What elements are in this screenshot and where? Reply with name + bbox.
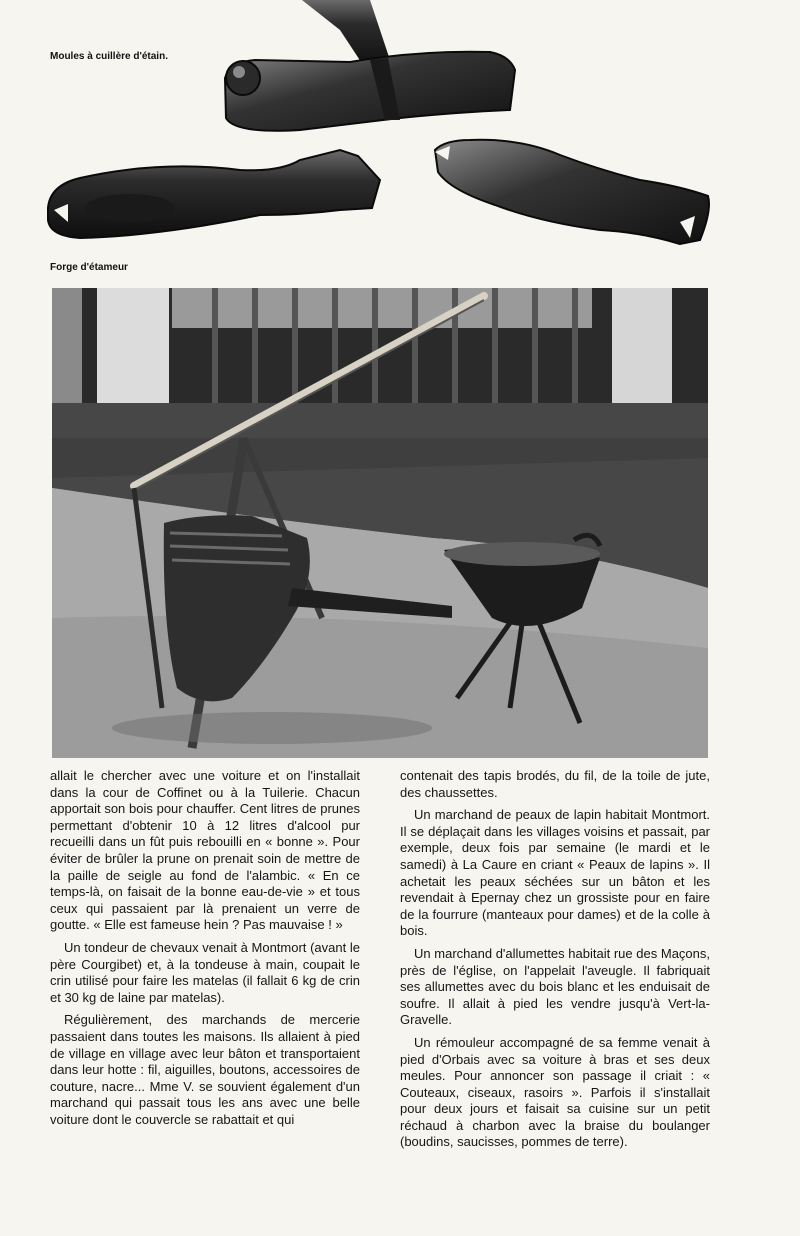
tinsmith-forge-photo: [52, 288, 708, 758]
paragraph: Régulièrement, des marchands de mercerie passaient dans toutes les maisons. Ils allaient à pied de village en village avec leur bâton et transportaient dans leur hotte : fil, aiguilles, boutons, accessoires de couture, nacre... Mme V. se souvient également d'un marchand qui passait tous les ans avec une belle voiture dont le couvercle se rabattait et qui: [50, 1012, 360, 1127]
text-column-left: [50, 768, 360, 1134]
text-column-right: [400, 768, 710, 1157]
mold-knob: [226, 61, 260, 95]
mold-lower-left: [48, 150, 380, 238]
caption-molds: Moules à cuillère d'étain.: [50, 51, 168, 62]
paragraph: Un rémouleur accompagné de sa femme venait à pied d'Orbais avec sa voiture à bras et ses deux meules. Pour annoncer son passage il criait : « Couteaux, ciseaux, rasoirs ». Parfois il s'installait pour deux jours et faisait sa cuisine sur un petit réchaud à charbon avec la braise du boulanger (boudins, saucisses, pommes de terre).: [400, 1034, 710, 1150]
paragraph: Un tondeur de chevaux venait à Montmort (avant le père Courgibet) et, à la tondeuse à main, coupait le crin utilisé pour faire les matelas (il fallait 6 kg de crin et 30 kg de laine par matelas).: [50, 939, 360, 1005]
spoon-molds-photo: [40, 0, 720, 250]
paragraph: Un marchand de peaux de lapin habitait Montmort. Il se déplaçait dans les villages voisins et passait, par exemple, deux fois par semaine (le mardi et le samedi) à La Caure en criant « Peaux de lapins ». Il achetait les peaux séchées sur un bâton et les revendait à Epernay chez un grossiste pour en faire de la fourrure (manteaux pour dames) et de la colle à bois.: [400, 807, 710, 939]
paragraph: contenait des tapis brodés, du fil, de la toile de jute, des chaussettes.: [400, 768, 710, 800]
mold-upper: [225, 52, 515, 131]
mold-lower-right: [435, 140, 709, 244]
paragraph: Un marchand d'allumettes habitait rue des Maçons, près de l'église, on l'appelait l'aveugle. Il fabriquait ses allumettes avec du bois blanc et les enduisait de soufre. Il allait à pied les vendre jusqu'à Vert-la-Gravelle.: [400, 945, 710, 1028]
caption-forge: Forge d'étameur: [50, 262, 128, 273]
paragraph: allait le chercher avec une voiture et on l'installait dans la cour de Coffinet ou à la Tuilerie. Chacun apportait son bois pour chauffer. Cent litres de prunes permettant d'obtenir 10 à 12 litres d'alcool pur recueilli dans un fût puis rebouilli en « bonne ». Pour éviter de brûler la prune on prenait soin de mettre de la paille de seigle au fond de l'alambic. « En ce temps-là, on faisait de la bonne eau-de-vie » et tous ceux qui passaient par là prenaient un verre de goutte. « Elle est fameuse hein ? Pas mauvaise ! »: [50, 768, 360, 933]
